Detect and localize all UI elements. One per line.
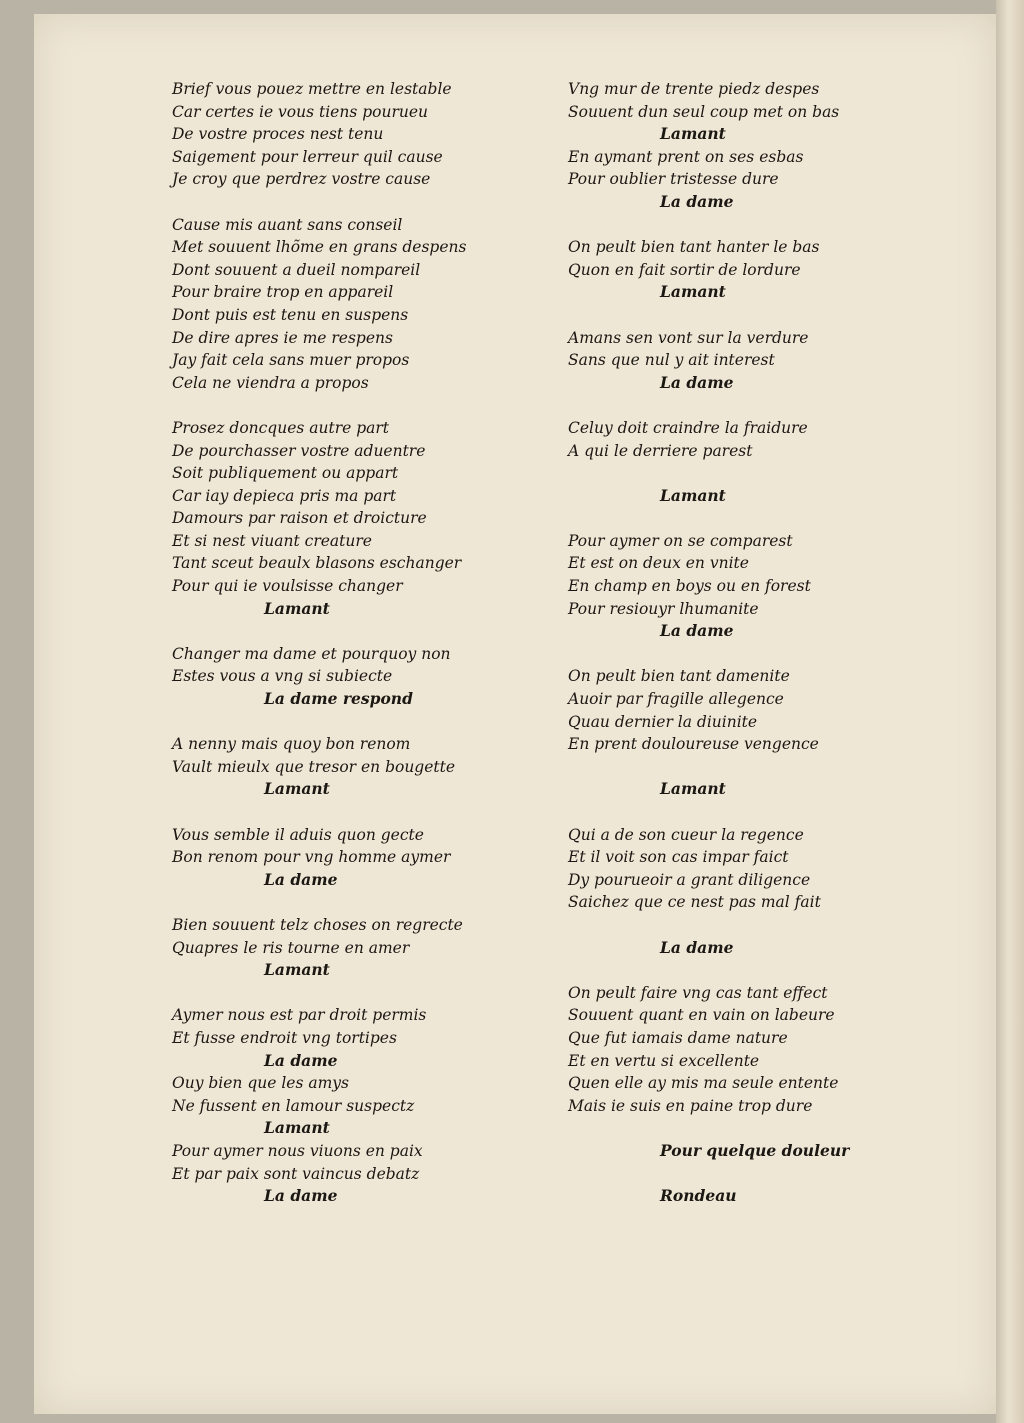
stanza-gap	[172, 620, 542, 643]
verse-line: Et en vertu si excellente	[568, 1051, 760, 1070]
verse-line: Dy pourueoir a grant diligence	[568, 870, 811, 889]
verse-line: Aymer nous est par droit permis	[172, 1006, 427, 1025]
verse-line: Celuy doit craindre la fraidure	[568, 418, 808, 437]
verse-line: Tant sceut beaulx blasons eschanger	[172, 554, 462, 573]
verse-line: De pourchasser vostre aduentre	[172, 441, 426, 460]
verse-line: De dire apres ie me respens	[172, 328, 393, 347]
verse-line: Je croy que perdrez vostre cause	[172, 170, 431, 189]
speaker-label: Lamant	[660, 124, 726, 144]
stanza-gap	[172, 191, 542, 214]
stanza-gap	[172, 891, 542, 914]
speaker-label: La dame	[264, 869, 338, 889]
stanza-gap	[568, 462, 898, 485]
verse-line: Quon en fait sortir de lordure	[568, 260, 801, 279]
verse-line: En aymant prent on ses esbas	[568, 147, 804, 166]
verse-line: Vng mur de trente piedz despes	[568, 80, 820, 98]
verse-line: Saigement pour lerreur quil cause	[172, 147, 443, 166]
verse-line: Pour qui ie voulsisse changer	[172, 577, 403, 596]
verse-line: Quen elle ay mis ma seule entente	[568, 1074, 839, 1093]
verse-line: Vous semble il aduis quon gecte	[172, 825, 424, 844]
verse-line: Pour resiouyr lhumanite	[568, 599, 759, 618]
verse-line: Estes vous a vng si subiecte	[172, 667, 393, 686]
verse-line: Quau dernier la diuinite	[568, 712, 758, 731]
speaker-label: La dame	[264, 1050, 338, 1070]
verse-line: Car certes ie vous tiens pourueu	[172, 102, 428, 121]
verse-line: En champ en boys ou en forest	[568, 577, 811, 596]
stanza-gap	[172, 394, 542, 417]
stanza-gap	[172, 711, 542, 734]
verse-line: Mais ie suis en paine trop dure	[568, 1096, 813, 1115]
speaker-label: La dame	[660, 937, 734, 957]
speaker-label: Lamant	[660, 282, 726, 302]
stanza-gap	[172, 801, 542, 824]
speaker-label: Lamant	[660, 485, 726, 505]
verse-line: Quapres le ris tourne en amer	[172, 938, 410, 957]
verse-line: Ne fussent en lamour suspectz	[172, 1096, 415, 1115]
verse-line: Cause mis auant sans conseil	[172, 215, 403, 234]
book-gutter	[996, 0, 1024, 1423]
stanza-gap	[568, 801, 898, 824]
verse-line: Met souuent lhõme en grans despens	[172, 238, 467, 257]
stanza-gap	[568, 304, 898, 327]
speaker-label: Lamant	[264, 598, 330, 618]
verse-line: Pour braire trop en appareil	[172, 283, 394, 302]
verse-line: De vostre proces nest tenu	[172, 125, 384, 144]
stanza-gap	[172, 982, 542, 1005]
verse-line: Pour aymer nous viuons en paix	[172, 1141, 423, 1160]
verse-line: Damours par raison et droicture	[172, 509, 427, 528]
verse-line: Bien souuent telz choses on regrecte	[172, 915, 463, 934]
speaker-label: La dame	[660, 621, 734, 641]
verse-line: En prent douloureuse vengence	[568, 735, 819, 754]
stanza-gap	[568, 1163, 898, 1186]
verse-line: A nenny mais quoy bon renom	[172, 735, 411, 754]
speaker-label: Lamant	[264, 1118, 330, 1138]
speaker-label: La dame	[660, 191, 734, 211]
stanza-gap	[568, 643, 898, 666]
stanza-gap	[568, 959, 898, 982]
speaker-label: Pour quelque douleur	[660, 1140, 850, 1160]
verse-line: Auoir par fragille allegence	[568, 690, 784, 709]
verse-line: Soit publiquement ou appart	[172, 464, 399, 483]
speaker-label: Lamant	[264, 779, 330, 799]
verse-line: Et fusse endroit vng tortipes	[172, 1028, 397, 1047]
stanza-gap	[568, 394, 898, 417]
verse-line: Ouy bien que les amys	[172, 1074, 350, 1093]
verse-line: Souuent quant en vain on labeure	[568, 1006, 835, 1025]
verse-line: Brief vous pouez mettre en lestable	[172, 80, 452, 98]
verse-line: Pour aymer on se comparest	[568, 531, 793, 550]
speaker-label: Lamant	[264, 960, 330, 980]
verse-line: Que fut iamais dame nature	[568, 1028, 788, 1047]
verse-line: Et il voit son cas impar faict	[568, 848, 789, 867]
stanza-gap	[568, 214, 898, 237]
verse-line: Pour oublier tristesse dure	[568, 170, 779, 189]
stanza-gap	[568, 756, 898, 779]
verse-line: On peult faire vng cas tant effect	[568, 983, 828, 1002]
verse-line: Cela ne viendra a propos	[172, 373, 369, 392]
verse-line: On peult bien tant damenite	[568, 667, 790, 686]
verse-line: On peult bien tant hanter le bas	[568, 238, 820, 257]
verse-line: Jay fait cela sans muer propos	[172, 351, 410, 370]
verse-line: Saichez que ce nest pas mal fait	[568, 893, 821, 912]
verse-line: Qui a de son cueur la regence	[568, 825, 804, 844]
stanza-gap	[568, 914, 898, 937]
verse-line: Dont puis est tenu en suspens	[172, 305, 409, 324]
verse-line: Sans que nul y ait interest	[568, 351, 775, 370]
speaker-label: Lamant	[660, 779, 726, 799]
right-text-column	[568, 78, 898, 1208]
speaker-label: La dame	[660, 372, 734, 392]
stanza-gap	[568, 507, 898, 530]
verse-line: A qui le derriere parest	[568, 441, 753, 460]
verse-line: Vault mieulx que tresor en bougette	[172, 757, 456, 776]
verse-line: Et si nest viuant creature	[172, 531, 372, 550]
speaker-label: La dame	[264, 1186, 338, 1206]
speaker-label: La dame respond	[264, 689, 413, 709]
verse-line: Et est on deux en vnite	[568, 554, 749, 573]
verse-line: Amans sen vont sur la verdure	[568, 328, 809, 347]
verse-line: Bon renom pour vng homme aymer	[172, 848, 451, 867]
stanza-gap	[568, 1117, 898, 1140]
verse-line: Car iay depieca pris ma part	[172, 486, 397, 505]
verse-line: Souuent dun seul coup met on bas	[568, 102, 840, 121]
verse-line: Dont souuent a dueil nompareil	[172, 260, 421, 279]
left-text-column	[172, 78, 542, 1208]
verse-line: Et par paix sont vaincus debatz	[172, 1164, 420, 1183]
verse-line: Changer ma dame et pourquoy non	[172, 644, 451, 663]
verse-line: Prosez doncques autre part	[172, 418, 390, 437]
speaker-label: Rondeau	[660, 1186, 737, 1206]
